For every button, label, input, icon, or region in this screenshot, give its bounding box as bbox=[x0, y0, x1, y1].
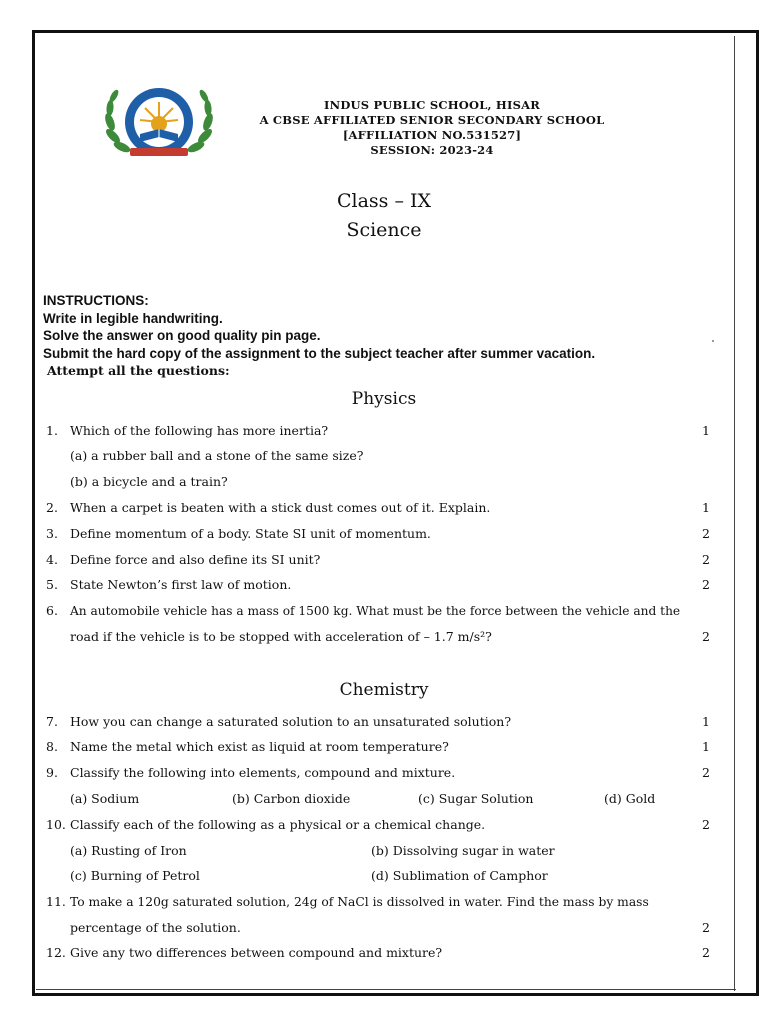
question-option: (c) Sugar Solution bbox=[418, 791, 534, 806]
question-text: Classify each of the following as a physical or a chemical change. bbox=[70, 817, 486, 832]
question-marks: 2 bbox=[702, 552, 710, 567]
question-number: 1. bbox=[46, 423, 58, 438]
question-text-continued: percentage of the solution. bbox=[70, 920, 241, 935]
question-option: (b) Dissolving sugar in water bbox=[371, 843, 555, 858]
question-text: When a carpet is beaten with a stick dust comes out of it. Explain. bbox=[70, 500, 491, 515]
question-number: 2. bbox=[46, 500, 58, 515]
question-marks: 2 bbox=[702, 945, 710, 960]
question-text-continued: road if the vehicle is to be stopped with acceleration of – 1.7 m/s²? bbox=[70, 629, 492, 644]
attempt-note: Attempt all the questions: bbox=[47, 363, 230, 378]
question-option: (a) Rusting of Iron bbox=[70, 843, 187, 858]
question-option: (b) Carbon dioxide bbox=[232, 791, 351, 806]
question-option: (a) Sodium bbox=[70, 791, 140, 806]
question-number: 8. bbox=[46, 739, 58, 754]
class-title: Class – IX bbox=[336, 190, 432, 212]
question-text: Which of the following has more inertia? bbox=[70, 423, 329, 438]
question-number: 5. bbox=[46, 577, 58, 592]
question-marks: 2 bbox=[702, 526, 710, 541]
question-text: State Newton’s first law of motion. bbox=[70, 577, 292, 592]
school-crest-icon bbox=[100, 82, 218, 162]
subject-title: Science bbox=[346, 219, 422, 241]
school-header bbox=[222, 98, 642, 158]
question-marks: 1 bbox=[702, 739, 710, 754]
instruction-line: Solve the answer on good quality pin page. bbox=[43, 328, 321, 343]
question-option: (d) Gold bbox=[604, 791, 656, 806]
border-line-right bbox=[734, 36, 735, 991]
question-text: To make a 120g saturated solution, 24g of NaCl is dissolved in water. Find the mass by mass bbox=[70, 895, 649, 909]
affiliation-number: [AFFILIATION NO.531527] bbox=[342, 128, 522, 142]
question-marks: 2 bbox=[702, 577, 710, 592]
question-number: 6. bbox=[46, 603, 58, 618]
question-marks: 2 bbox=[702, 765, 710, 780]
question-number: 9. bbox=[46, 765, 58, 780]
question-text: Define momentum of a body. State SI unit of momentum. bbox=[70, 526, 431, 541]
stray-mark bbox=[712, 340, 714, 342]
question-number: 11. bbox=[46, 894, 66, 909]
instructions-heading: INSTRUCTIONS: bbox=[43, 293, 149, 308]
session: SESSION: 2023-24 bbox=[370, 143, 494, 157]
question-marks: 1 bbox=[702, 500, 710, 515]
question-text: Classify the following into elements, compound and mixture. bbox=[70, 765, 456, 780]
question-marks: 2 bbox=[702, 629, 710, 644]
border-line-bottom bbox=[36, 989, 736, 990]
question-option: (c) Burning of Petrol bbox=[70, 868, 200, 883]
question-marks: 1 bbox=[702, 714, 710, 729]
question-text: Give any two differences between compound and mixture? bbox=[70, 945, 443, 960]
affiliation-line: A CBSE AFFILIATED SENIOR SECONDARY SCHOOL bbox=[259, 113, 605, 127]
question-number: 7. bbox=[46, 714, 58, 729]
instruction-line: Write in legible handwriting. bbox=[43, 310, 223, 326]
question-option: (b) a bicycle and a train? bbox=[70, 474, 228, 489]
instructions-block bbox=[43, 292, 733, 362]
question-marks: 1 bbox=[702, 423, 710, 438]
question-option: (d) Sublimation of Camphor bbox=[371, 868, 548, 883]
section-heading-physics: Physics bbox=[351, 389, 417, 409]
question-option: (a) a rubber ball and a stone of the same size? bbox=[70, 448, 364, 463]
question-marks: 2 bbox=[702, 817, 710, 832]
question-text: How you can change a saturated solution to an unsaturated solution? bbox=[70, 714, 512, 729]
school-name: INDUS PUBLIC SCHOOL, HISAR bbox=[324, 98, 540, 112]
question-marks: 2 bbox=[702, 920, 710, 935]
section-heading-chemistry: Chemistry bbox=[339, 680, 429, 700]
question-text: Define force and also define its SI unit? bbox=[70, 552, 321, 567]
question-number: 12. bbox=[46, 945, 66, 960]
question-text: An automobile vehicle has a mass of 1500 kg. What must be the force between the vehicle and the bbox=[70, 604, 681, 618]
question-number: 4. bbox=[46, 552, 58, 567]
question-text: Name the metal which exist as liquid at room temperature? bbox=[70, 739, 449, 754]
instruction-line: Submit the hard copy of the assignment to the subject teacher after summer vacation. bbox=[43, 345, 596, 361]
question-number: 10. bbox=[46, 817, 66, 832]
question-number: 3. bbox=[46, 526, 58, 541]
